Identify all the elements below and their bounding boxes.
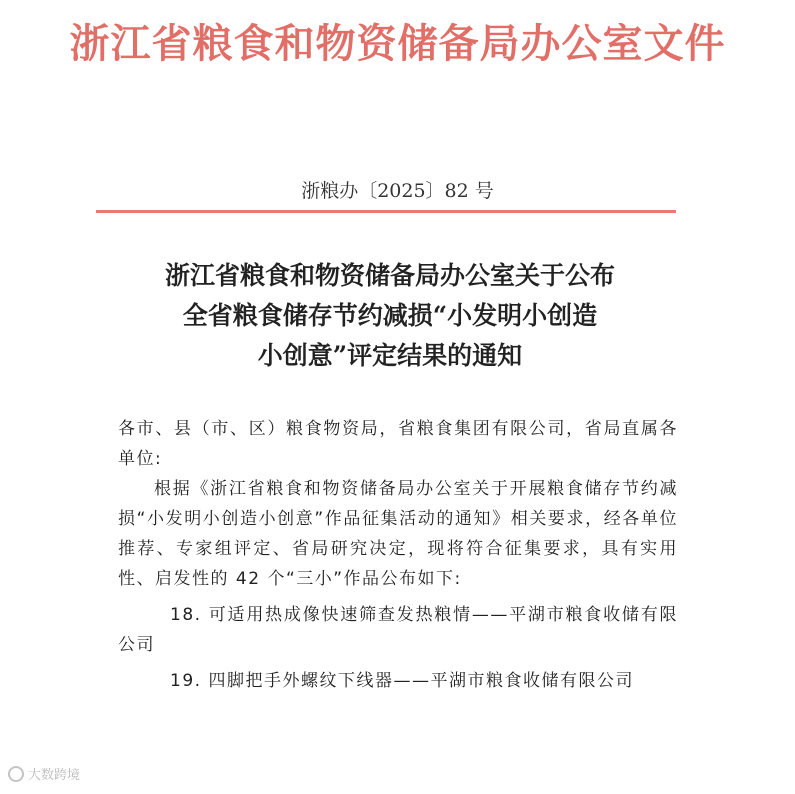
list-item: 18. 可适用热成像快速筛查发热粮情——平湖市粮食收储有限公司 — [118, 605, 678, 655]
title-line: 全省粮食储存节约减损“小发明小创造 — [182, 301, 598, 330]
document-number: 浙粮办〔2025〕82 号 — [301, 180, 494, 202]
watermark-text: 大数跨境 — [28, 768, 81, 783]
recipients: 各市、县（市、区）粮食物资局，省粮食集团有限公司，省局直属各单位: — [118, 419, 678, 469]
body-paragraph: 根据《浙江省粮食和物资储备局办公室关于开展粮食储存节约减损“小发明小创造小创意”作品征集活动的通知》相关要求，经各单位推荐、专家组评定、省局研究决定，现将符合征集要求，具有实用性、启发性的 42 个“三小”作品公布如下: — [118, 479, 678, 589]
watermark — [8, 764, 80, 783]
notice-title — [100, 256, 680, 376]
watermark-logo-icon — [8, 766, 24, 782]
title-line: 小创意”评定结果的通知 — [257, 341, 523, 370]
document-masthead: 浙江省粮食和物资储备局办公室文件 — [69, 20, 726, 67]
title-line: 浙江省粮食和物资储备局办公室关于公布 — [164, 261, 615, 290]
red-divider-line — [96, 210, 676, 213]
list-item: 19. 四脚把手外螺纹下线器——平湖市粮食收储有限公司 — [170, 671, 634, 691]
notice-body — [118, 414, 678, 696]
